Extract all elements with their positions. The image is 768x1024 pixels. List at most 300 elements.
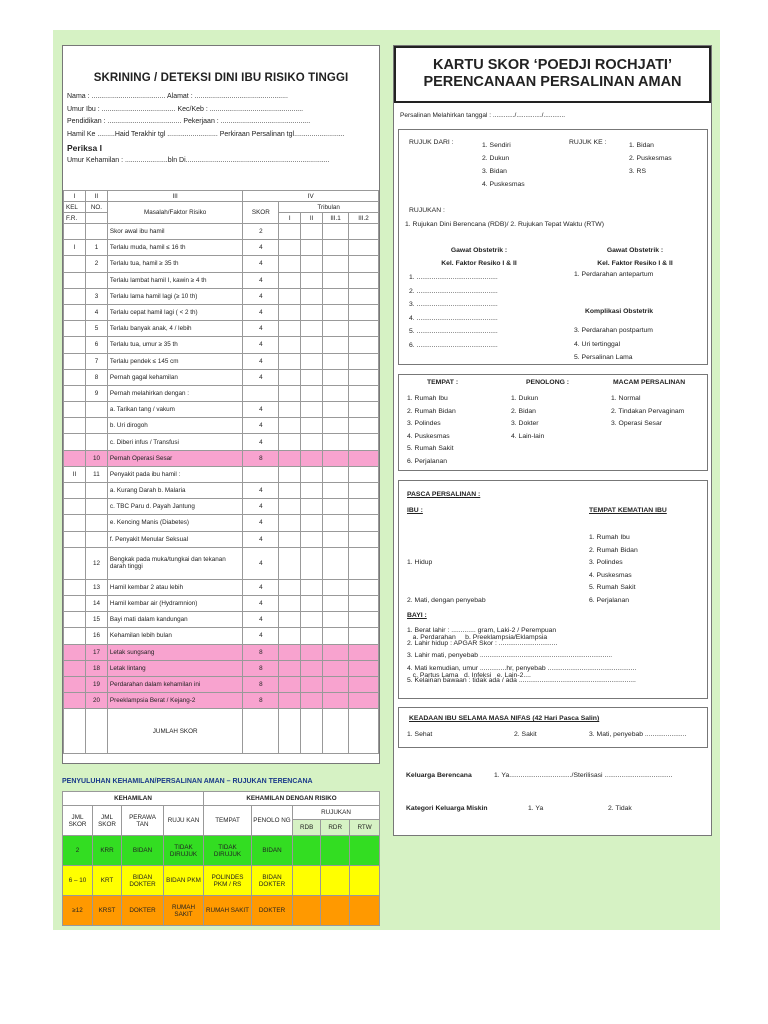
tribulan-cell[interactable]: [349, 353, 379, 369]
nifas-header: KEADAAN IBU SELAMA MASA NIFAS (42 Hari Pasca Salin): [409, 715, 600, 722]
risk-skor: 8: [243, 693, 279, 709]
tribulan-cell[interactable]: [323, 337, 349, 353]
tribulan-cell[interactable]: [301, 304, 323, 320]
persalinan-section: [398, 374, 708, 471]
tribulan-cell[interactable]: [279, 321, 301, 337]
tribulan-cell[interactable]: [279, 402, 301, 418]
tribulan-cell[interactable]: [323, 256, 349, 272]
penolong-item: 4. Lain-lain: [511, 432, 545, 440]
tribulan-cell[interactable]: [349, 515, 379, 531]
legend-cell: [350, 866, 380, 896]
tribulan-cell[interactable]: [323, 418, 349, 434]
risk-factor: Penyakit pada ibu hamil :: [107, 466, 242, 482]
legend-cell: DOKTER: [252, 896, 293, 926]
dotted-line[interactable]: 2. ...........................................: [409, 287, 498, 295]
risk-factor: Bayi mati dalam kandungan: [107, 612, 242, 628]
risk-kel: [64, 499, 86, 515]
risk-factor-table: [63, 190, 379, 754]
tribulan-cell[interactable]: [301, 321, 323, 337]
risk-no: 7: [85, 353, 107, 369]
risk-kel: [64, 369, 86, 385]
risk-skor: 2: [243, 224, 279, 240]
screening-title: SKRINING / DETEKSI DINI IBU RISIKO TINGGI: [93, 72, 349, 84]
tribulan-cell[interactable]: [301, 288, 323, 304]
risk-factor: f. Penyakit Menular Seksual: [107, 531, 242, 547]
risk-skor: 8: [243, 450, 279, 466]
risk-factor: a. Tarikan tang / vakum: [107, 402, 242, 418]
tribulan-cell[interactable]: [279, 337, 301, 353]
gawat-right: [565, 244, 705, 270]
tribulan-cell[interactable]: [349, 224, 379, 240]
tribulan-cell[interactable]: [349, 644, 379, 660]
macam-list: [611, 393, 684, 431]
tribulan-cell[interactable]: [301, 644, 323, 660]
risk-no: [85, 402, 107, 418]
risk-factor: Bengkak pada muka/tungkai dan tekanan darah tinggi: [107, 547, 242, 579]
risk-kel: [64, 402, 86, 418]
risk-factor: Terlalu lama hamil lagi (≥ 10 th): [107, 288, 242, 304]
risk-factor: Terlalu tua, umur ≥ 35 th: [107, 337, 242, 353]
kematian-item: 6. Perjalanan: [589, 596, 630, 604]
tribulan-cell[interactable]: [349, 693, 379, 709]
tribulan-cell[interactable]: [323, 483, 349, 499]
info-row: Hamil Ke .........Haid Terakhir tgl .......................... Perkiraan Persalinan tgl..........................: [67, 130, 345, 138]
periksa-label: Periksa I: [67, 143, 102, 153]
rujuk-ke-item: 1. Bidan: [629, 142, 654, 149]
tribulan-cell[interactable]: [349, 531, 379, 547]
legend-row: [63, 836, 380, 866]
risk-kel: [64, 531, 86, 547]
risk-row: [64, 466, 379, 482]
bayi-header: BAYI :: [407, 612, 427, 619]
col-header: SKOR: [243, 202, 279, 224]
rujuk-dari-item: 4. Puskesmas: [482, 181, 525, 188]
tribulan-cell[interactable]: [301, 385, 323, 401]
tribulan-cell[interactable]: [323, 612, 349, 628]
tribulan-cell[interactable]: [301, 483, 323, 499]
macam-item: 1. Normal: [611, 395, 641, 402]
gawat-left: [409, 244, 549, 270]
risk-no: 3: [85, 288, 107, 304]
risk-row: [64, 337, 379, 353]
risk-no: 10: [85, 450, 107, 466]
risk-kel: [64, 483, 86, 499]
komplikasi-title: Komplikasi Obstetrik: [585, 308, 653, 315]
rujuk-ke-list: [629, 139, 672, 178]
risk-no: 18: [85, 660, 107, 676]
rujuk-dari-item: 1. Sendiri: [482, 142, 511, 149]
jumlah-skor-label: JUMLAH SKOR: [107, 709, 242, 754]
rujuk-dari-label: RUJUK DARI :: [409, 139, 454, 146]
tribulan-cell[interactable]: [349, 369, 379, 385]
tribulan-cell[interactable]: [323, 450, 349, 466]
macam-item: 2. Tindakan Pervaginam: [611, 407, 685, 415]
legend-cell: [350, 896, 380, 926]
risk-skor: 4: [243, 499, 279, 515]
pasca-header: PASCA PERSALINAN :: [407, 491, 481, 498]
rujukan-section: [398, 129, 708, 365]
risk-skor: [243, 385, 279, 401]
tribulan-cell[interactable]: [323, 515, 349, 531]
legend-cell: [293, 896, 321, 926]
tribulan-cell[interactable]: [323, 369, 349, 385]
miskin-label: Kategori Keluarga Miskin: [406, 805, 488, 812]
risk-row: [64, 418, 379, 434]
tribulan-cell[interactable]: [279, 240, 301, 256]
tribulan-cell[interactable]: [323, 628, 349, 644]
risk-no: [85, 434, 107, 450]
tribulan-cell[interactable]: [279, 660, 301, 676]
risk-no: [85, 272, 107, 288]
tribulan-cell[interactable]: [279, 693, 301, 709]
risk-no: [85, 515, 107, 531]
tribulan-cell[interactable]: [323, 304, 349, 320]
tribulan-cell[interactable]: [301, 450, 323, 466]
risk-skor: 4: [243, 515, 279, 531]
bayi-item: 2. Lahir hidup : APGAR Skor : ...............................: [407, 639, 558, 647]
risk-kel: [64, 515, 86, 531]
tribulan-cell[interactable]: [349, 402, 379, 418]
dotted-line[interactable]: 1. ...........................................: [409, 274, 498, 281]
tribulan-cell[interactable]: [279, 612, 301, 628]
tribulan-cell[interactable]: [301, 272, 323, 288]
kematian-header: TEMPAT KEMATIAN IBU: [589, 507, 667, 514]
gawat-left-title: Gawat Obstetrik :: [450, 247, 508, 254]
tribulan-cell[interactable]: [301, 547, 323, 579]
tribulan-cell[interactable]: [279, 676, 301, 692]
tribulan-cell[interactable]: [301, 418, 323, 434]
tribulan-cell[interactable]: [279, 272, 301, 288]
dotted-line[interactable]: 3. ...........................................: [409, 301, 498, 308]
tribulan-cell[interactable]: [301, 628, 323, 644]
tribulan-cell[interactable]: [323, 676, 349, 692]
tribulan-cell[interactable]: [323, 353, 349, 369]
legend-subheader: JML SKOR: [93, 806, 122, 836]
tribulan-cell[interactable]: [349, 256, 379, 272]
tribulan-cell[interactable]: [279, 434, 301, 450]
risk-row: [64, 531, 379, 547]
dotted-line[interactable]: 4. ...........................................: [409, 314, 498, 322]
penolong-item: 1. Dukun: [511, 395, 539, 402]
risk-kel: [64, 628, 86, 644]
tribulan-cell[interactable]: [323, 402, 349, 418]
pasca-persalinan-section: [398, 480, 708, 699]
kematian-item: 4. Puskesmas: [589, 571, 632, 579]
risk-kel: [64, 644, 86, 660]
col-header: Tribulan: [279, 202, 379, 213]
tribulan-cell[interactable]: [323, 466, 349, 482]
risk-skor: 8: [243, 644, 279, 660]
risk-no: [85, 483, 107, 499]
risk-skor: 4: [243, 272, 279, 288]
bayi-list: [407, 625, 636, 688]
tribulan-cell[interactable]: [349, 450, 379, 466]
legend-cell: [293, 836, 321, 866]
risk-kel: II: [64, 466, 86, 482]
legend-cell: BIDAN: [122, 836, 164, 866]
tribulan-cell[interactable]: [349, 499, 379, 515]
tribulan-cell[interactable]: [301, 579, 323, 595]
rujuk-dari-item: 3. Bidan: [482, 168, 507, 175]
risk-factor: Pernah Operasi Sesar: [107, 450, 242, 466]
tribulan-cell[interactable]: [349, 676, 379, 692]
legend-row: [63, 866, 380, 896]
tribulan-cell[interactable]: [279, 515, 301, 531]
info-row: Pendidikan : ...................................... Pekerjaan : ..............................................: [67, 118, 311, 125]
tribulan-cell[interactable]: [301, 466, 323, 482]
tribulan-cell[interactable]: [349, 304, 379, 320]
risk-row: [64, 288, 379, 304]
risk-factor: Terlalu muda, hamil ≤ 16 th: [107, 240, 242, 256]
tribulan-cell[interactable]: [349, 385, 379, 401]
tribulan-cell[interactable]: [279, 450, 301, 466]
risk-factor: c. Diberi infus / Transfusi: [107, 434, 242, 450]
tribulan-cell[interactable]: [349, 660, 379, 676]
risk-no: 19: [85, 676, 107, 692]
rujuk-ke-item: 2. Puskesmas: [629, 155, 672, 162]
risk-skor: 4: [243, 369, 279, 385]
risk-no: 11: [85, 466, 107, 482]
patient-info: [67, 91, 375, 168]
tribulan-cell[interactable]: [301, 595, 323, 611]
legend-cell: BIDAN DOKTER: [252, 866, 293, 896]
rujukan-label: RUJUKAN :: [409, 207, 445, 214]
risk-row: [64, 304, 379, 320]
col-header: II: [85, 191, 107, 202]
tribulan-cell[interactable]: [279, 595, 301, 611]
risk-kel: [64, 434, 86, 450]
kb-label: Keluarga Berencana: [406, 772, 472, 779]
col-header: IV: [243, 191, 379, 202]
risk-skor: 4: [243, 547, 279, 579]
risk-kel: [64, 547, 86, 579]
komplikasi-item: 3. Perdarahan postpartum: [574, 327, 653, 334]
legend-cell: RUMAH SAKIT: [204, 896, 252, 926]
legend-subheader: PERAWA TAN: [122, 806, 164, 836]
tempat-item: 5. Rumah Sakit: [407, 445, 454, 452]
ibu-item: a. Perdarahan b. Preeklampsia/Eklampsia: [407, 634, 548, 641]
tribulan-cell[interactable]: [279, 369, 301, 385]
risk-skor: 8: [243, 660, 279, 676]
col-header: F.R.: [64, 213, 86, 224]
risk-skor: 4: [243, 353, 279, 369]
screening-panel: [62, 45, 380, 764]
risk-no: 16: [85, 628, 107, 644]
risk-skor: 4: [243, 288, 279, 304]
tribulan-cell[interactable]: [279, 531, 301, 547]
tribulan-cell[interactable]: [279, 418, 301, 434]
risk-kel: [64, 579, 86, 595]
legend-subheader: TEMPAT: [204, 806, 252, 836]
ibu-item: 1. Hidup: [407, 559, 433, 566]
legend-cell: POLINDES PKM / RS: [204, 866, 252, 896]
legend-cell: KRR: [93, 836, 122, 866]
legend-header-risiko: KEHAMILAN DENGAN RISIKO: [204, 792, 380, 806]
risk-kel: [64, 612, 86, 628]
tribulan-cell[interactable]: [323, 240, 349, 256]
col-header: Masalah/Faktor Risiko: [107, 202, 242, 224]
kematian-item: 5. Rumah Sakit: [589, 584, 636, 591]
risk-no: 6: [85, 337, 107, 353]
tribulan-cell[interactable]: [349, 272, 379, 288]
risk-factor: Terlalu cepat hamil lagi ( < 2 th): [107, 304, 242, 320]
penolong-list: [511, 393, 544, 443]
risk-row: [64, 402, 379, 418]
risk-row: [64, 676, 379, 692]
ibu-header: IBU :: [407, 507, 423, 514]
score-card-panel: [393, 45, 712, 836]
col-header: I: [64, 191, 86, 202]
risk-factor: Letak sungsang: [107, 644, 242, 660]
tribulan-cell[interactable]: [323, 288, 349, 304]
tribulan-cell[interactable]: [323, 547, 349, 579]
risk-no: 9: [85, 385, 107, 401]
tribulan-cell[interactable]: [323, 321, 349, 337]
risk-no: 2: [85, 256, 107, 272]
col-header: NO.: [85, 202, 107, 213]
tribulan-cell[interactable]: [279, 483, 301, 499]
tribulan-cell[interactable]: [279, 256, 301, 272]
risk-factor: Pernah melahirkan dengan :: [107, 385, 242, 401]
tribulan-cell[interactable]: [349, 288, 379, 304]
dotted-line[interactable]: 6. ...........................................: [409, 341, 498, 349]
tribulan-cell[interactable]: [349, 337, 379, 353]
risk-no: 8: [85, 369, 107, 385]
tribulan-cell[interactable]: [301, 224, 323, 240]
tempat-item: 2. Rumah Bidan: [407, 407, 456, 415]
col-header: II: [301, 213, 323, 224]
tribulan-cell[interactable]: [301, 353, 323, 369]
col-header: KEL: [64, 202, 86, 213]
tribulan-cell[interactable]: [301, 499, 323, 515]
risk-factor: a. Kurang Darah b. Malaria: [107, 483, 242, 499]
tribulan-cell[interactable]: [279, 353, 301, 369]
tribulan-cell[interactable]: [323, 579, 349, 595]
risk-factor: e. Kencing Manis (Diabetes): [107, 515, 242, 531]
tribulan-cell[interactable]: [279, 499, 301, 515]
legend-cell: [321, 866, 350, 896]
tribulan-cell[interactable]: [301, 515, 323, 531]
tribulan-cell[interactable]: [279, 547, 301, 579]
risk-kel: [64, 385, 86, 401]
risk-skor: 4: [243, 595, 279, 611]
legend-cell: DOKTER: [122, 896, 164, 926]
tribulan-cell[interactable]: [301, 531, 323, 547]
risk-skor: 4: [243, 321, 279, 337]
tribulan-cell[interactable]: [349, 483, 379, 499]
tribulan-cell[interactable]: [323, 499, 349, 515]
risk-factor: Preeklampsia Berat / Kejang-2: [107, 693, 242, 709]
tribulan-cell[interactable]: [349, 418, 379, 434]
umur-kehamilan: Umur Kehamilan : ......................bln Di..........................................................................: [67, 157, 330, 164]
tribulan-cell[interactable]: [301, 402, 323, 418]
risk-kel: [64, 304, 86, 320]
tribulan-cell[interactable]: [349, 612, 379, 628]
dotted-line[interactable]: 5. ...........................................: [409, 328, 498, 335]
tribulan-cell[interactable]: [349, 240, 379, 256]
tribulan-cell[interactable]: [279, 644, 301, 660]
tanggal-persalinan: Persalinan Melahirkan tanggal : ............/............../............: [400, 112, 566, 119]
tribulan-cell[interactable]: [349, 434, 379, 450]
tribulan-cell[interactable]: [323, 531, 349, 547]
tribulan-cell[interactable]: [301, 337, 323, 353]
risk-no: 13: [85, 579, 107, 595]
risk-no: 14: [85, 595, 107, 611]
tribulan-cell[interactable]: [323, 644, 349, 660]
tribulan-cell[interactable]: [301, 240, 323, 256]
tribulan-cell[interactable]: [301, 256, 323, 272]
risk-factor: Terlalu banyak anak, 4 / lebih: [107, 321, 242, 337]
jumlah-skor-cell[interactable]: [243, 709, 279, 754]
tribulan-cell[interactable]: [323, 385, 349, 401]
tribulan-cell[interactable]: [279, 385, 301, 401]
referral-legend-table: [62, 791, 380, 926]
risk-kel: [64, 450, 86, 466]
tribulan-cell[interactable]: [323, 434, 349, 450]
tribulan-cell[interactable]: [323, 595, 349, 611]
risk-no: 5: [85, 321, 107, 337]
tribulan-cell[interactable]: [301, 660, 323, 676]
tribulan-cell[interactable]: [279, 288, 301, 304]
tribulan-cell[interactable]: [279, 628, 301, 644]
risk-kel: [64, 321, 86, 337]
tribulan-cell[interactable]: [349, 579, 379, 595]
risk-factor: Hamil kembar air (Hydramnion): [107, 595, 242, 611]
tribulan-cell[interactable]: [301, 369, 323, 385]
risk-skor: 4: [243, 402, 279, 418]
risk-skor: 4: [243, 337, 279, 353]
risk-skor: [243, 466, 279, 482]
legend-cell: KRST: [93, 896, 122, 926]
kematian-item: 2. Rumah Bidan: [589, 546, 638, 554]
tribulan-cell[interactable]: [301, 434, 323, 450]
risk-factor: Kehamilan lebih bulan: [107, 628, 242, 644]
tribulan-cell[interactable]: [301, 612, 323, 628]
tribulan-cell[interactable]: [301, 676, 323, 692]
tribulan-cell[interactable]: [279, 466, 301, 482]
risk-row: [64, 385, 379, 401]
ibu-item: 2. Mati, dengan penyebab: [407, 596, 486, 604]
tribulan-cell[interactable]: [323, 660, 349, 676]
risk-no: 4: [85, 304, 107, 320]
risk-skor: 4: [243, 628, 279, 644]
risk-kel: [64, 676, 86, 692]
tribulan-cell[interactable]: [349, 547, 379, 579]
score-card-title: [394, 46, 711, 103]
tribulan-cell[interactable]: [323, 272, 349, 288]
tribulan-cell[interactable]: [349, 466, 379, 482]
risk-row: [64, 693, 379, 709]
tribulan-cell[interactable]: [349, 595, 379, 611]
tribulan-cell[interactable]: [323, 224, 349, 240]
risk-no: [85, 224, 107, 240]
tribulan-cell[interactable]: [279, 224, 301, 240]
risk-row: [64, 321, 379, 337]
tribulan-cell[interactable]: [279, 579, 301, 595]
tribulan-cell[interactable]: [349, 321, 379, 337]
legend-cell: BIDAN PKM: [164, 866, 204, 896]
tribulan-cell[interactable]: [349, 628, 379, 644]
risk-skor: 8: [243, 676, 279, 692]
rujuk-dari-list: [482, 139, 525, 191]
tribulan-cell[interactable]: [323, 693, 349, 709]
tribulan-cell[interactable]: [301, 693, 323, 709]
risk-row: [64, 256, 379, 272]
legend-cell: RUMAH SAKIT: [164, 896, 204, 926]
penolong-header: PENOLONG :: [526, 379, 570, 386]
risk-kel: [64, 256, 86, 272]
tribulan-cell[interactable]: [279, 304, 301, 320]
